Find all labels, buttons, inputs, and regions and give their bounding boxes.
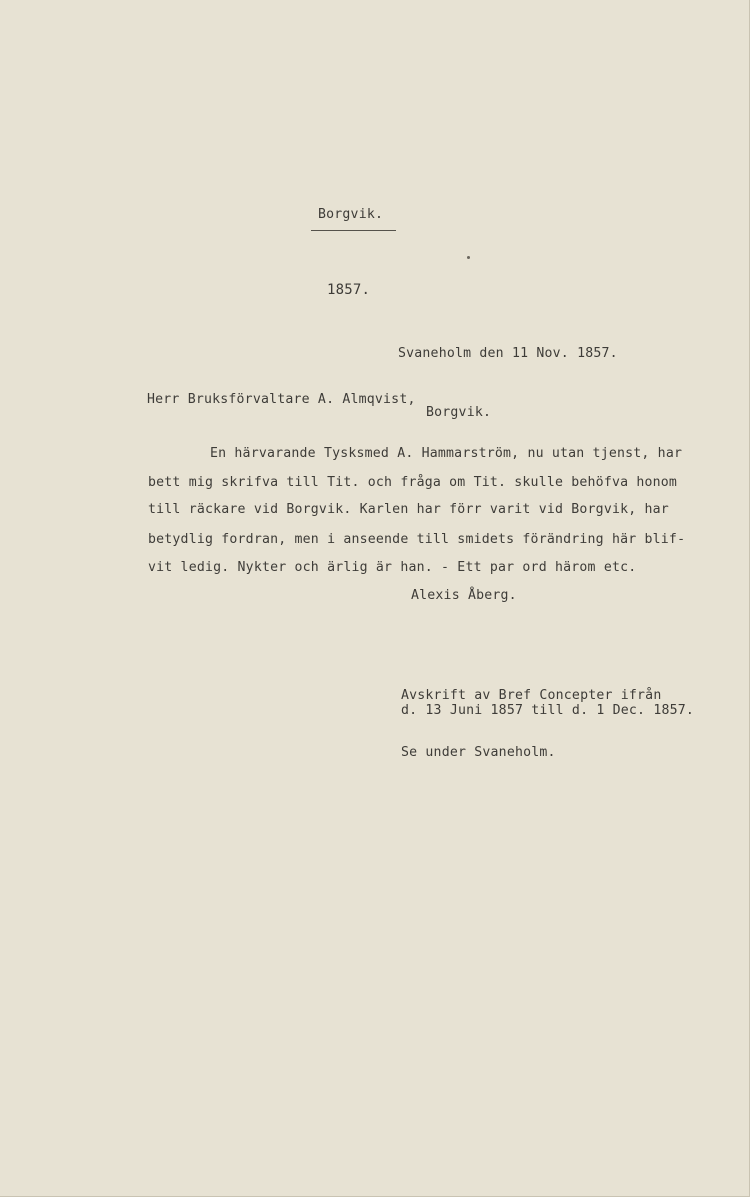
paper-speck (467, 256, 470, 259)
letter-body-line: vit ledig. Nykter och ärlig är han. - Ett par ord härom etc. (148, 560, 637, 575)
letter-body-line: bett mig skrifva till Tit. och fråga om Tit. skulle behöfva honom (148, 475, 678, 490)
letter-body-line: En härvarande Tysksmed A. Hammarström, nu utan tjenst, har (210, 446, 683, 461)
recipient-line-2: Borgvik. (426, 405, 492, 420)
letter-dateline: Svaneholm den 11 Nov. 1857. (398, 346, 618, 361)
letter-body-line: betydlig fordran, men i anseende till smidets förändring här blif- (148, 532, 686, 547)
document-year: 1857. (327, 282, 371, 298)
archive-note-line-3: Se under Svaneholm. (401, 745, 556, 760)
archive-note-line-1: Avskrift av Bref Concepter ifrån (401, 688, 662, 703)
heading-underline (311, 230, 396, 231)
letter-signature: Alexis Åberg. (411, 588, 517, 603)
letter-body-line: till räckare vid Borgvik. Karlen har förr varit vid Borgvik, har (148, 502, 669, 517)
recipient-line-1: Herr Bruksförvaltare A. Almqvist, (147, 392, 416, 407)
document-heading: Borgvik. (318, 207, 384, 222)
archive-note-line-2: d. 13 Juni 1857 till d. 1 Dec. 1857. (401, 703, 695, 718)
